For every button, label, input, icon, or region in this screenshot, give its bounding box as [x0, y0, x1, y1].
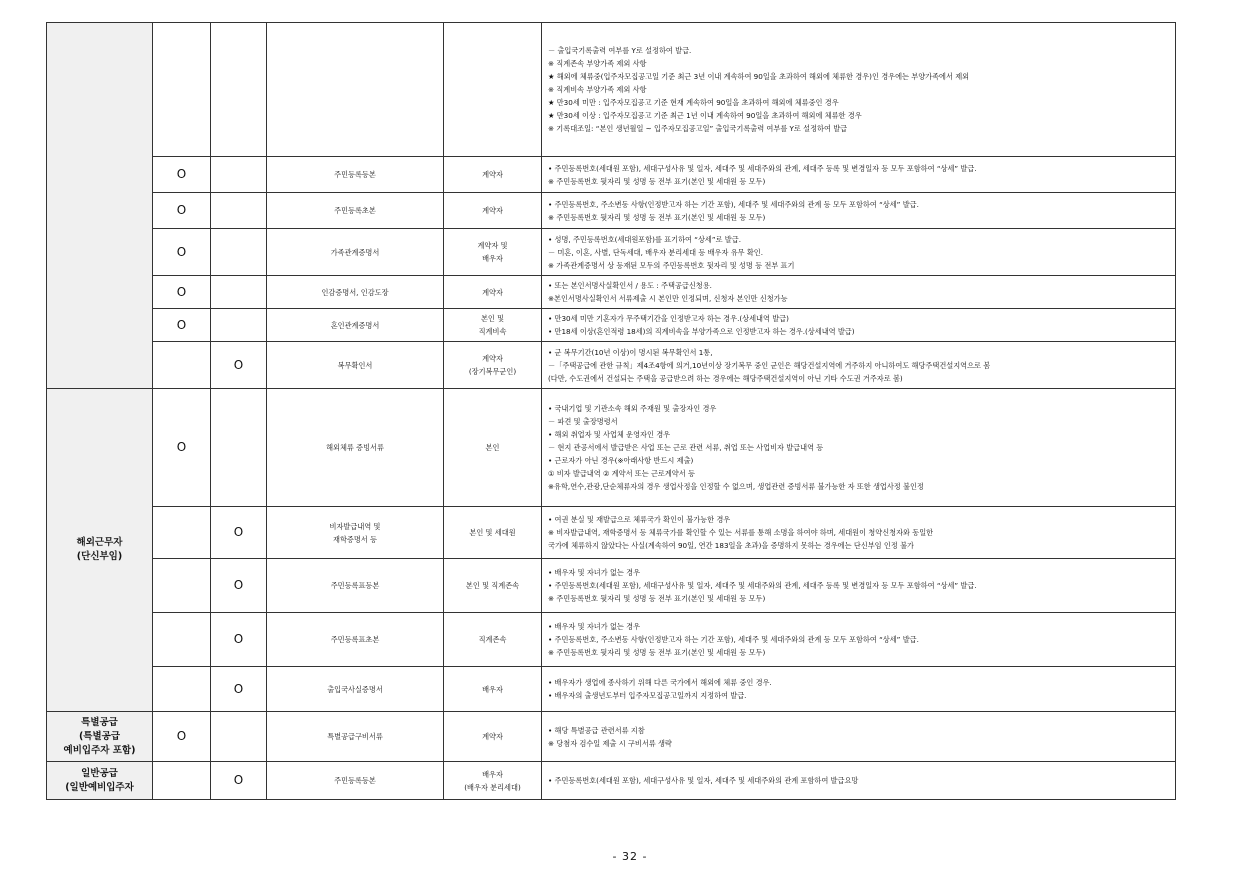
conditional-mark: [211, 193, 267, 229]
document-name: 가족관계증명서: [267, 229, 444, 276]
category-special: 특별공급 (특별공급 예비입주자 포함): [47, 712, 153, 762]
document-name: 주민등록초본: [267, 193, 444, 229]
issuer: 본인: [444, 389, 542, 507]
issuer: 계약자 및 배우자: [444, 229, 542, 276]
note-line: ※ 직계존속 부양가족 제외 사항: [548, 59, 647, 68]
conditional-mark: [211, 276, 267, 309]
conditional-mark: [211, 389, 267, 507]
issuer: 계약자: [444, 712, 542, 762]
required-mark: [153, 23, 211, 157]
note-line: (다만, 수도권에서 건설되는 주택을 공급받으려 하는 경우에는 해당주택건설지역이 아닌 기타 수도권 거주자로 봄): [548, 373, 903, 383]
document-name: [267, 23, 444, 157]
table-row: [47, 613, 1176, 667]
document-name: 특별공급구비서류: [267, 712, 444, 762]
table-row: [47, 342, 1176, 389]
issuer: 배우자 (배우자 분리세대): [444, 762, 542, 800]
table-row: [47, 762, 1176, 800]
note-line: ※ 당첨자 검수일 제출 시 구비서류 생략: [548, 738, 672, 748]
document-name: 주민등록표초본: [267, 613, 444, 667]
note-line: • 군 복무기간(10년 이상)이 명시된 복무확인서 1통,: [548, 347, 713, 357]
issuer: [444, 23, 542, 157]
note-line: • 배우자 및 자녀가 없는 경우: [548, 568, 641, 577]
note-line: － 현지 관공서에서 발급받은 사업 또는 근로 관련 서류, 취업 또는 사업비자 발급내역 등: [548, 443, 824, 452]
document-name: 주민등록등본: [267, 762, 444, 800]
table-row: [47, 507, 1176, 559]
note-line: • 성명, 주민등록번호(세대원포함)를 표기하여 “상세”로 발급.: [548, 234, 741, 244]
table-row: [47, 193, 1176, 229]
notes-cell: [542, 559, 1176, 613]
note-line: • 배우자 및 자녀가 없는 경우: [548, 622, 641, 631]
note-line: ★ 만30세 이상 : 입주자모집공고 기준 최근 1년 이내 계속하여 90일을 초과하여 해외에 체류한 경우: [548, 111, 862, 120]
note-line: ※유학,연수,관광,단순체류자의 경우 생업사정을 인정할 수 없으며, 생업관련 증빙서류 불가능한 자 또한 생업사정 불인정: [548, 482, 924, 491]
category-general: 일반공급 (일반예비입주자: [47, 762, 153, 800]
category-overseas: 해외근무자 (단신부임): [47, 389, 153, 712]
conditional-mark: [211, 309, 267, 342]
note-line: ※ 주민등록번호 뒷자리 및 성명 등 전부 표기(본인 및 세대원 등 모두): [548, 212, 766, 222]
note-line: • 배우자가 생업에 종사하기 위해 다른 국가에서 해외에 체류 중인 경우.: [548, 678, 772, 687]
note-line: ※ 주민등록번호 뒷자리 및 성명 등 전부 표기(본인 및 세대원 등 모두): [548, 648, 766, 657]
notes-cell: [542, 276, 1176, 309]
document-name: 주민등록등본: [267, 157, 444, 193]
note-line: • 여권 분실 및 재발급으로 체류국가 확인이 불가능한 경우: [548, 515, 731, 524]
notes-cell: [542, 667, 1176, 712]
document-name: 혼인관계증명서: [267, 309, 444, 342]
note-line: ※ 주민등록번호 뒷자리 및 성명 등 전부 표기(본인 및 세대원 등 모두): [548, 594, 766, 603]
note-line: • 만18세 이상(혼인적령 18세)의 직계비속을 부양가족으로 인정받고자 하는 경우.(상세내역 발급): [548, 327, 855, 336]
required-mark: [153, 507, 211, 559]
issuer: 계약자: [444, 276, 542, 309]
conditional-mark: [211, 712, 267, 762]
issuer: 본인 및 세대원: [444, 507, 542, 559]
document-name: 인감증명서, 인감도장: [267, 276, 444, 309]
required-mark: O: [153, 157, 211, 193]
table-row: [47, 276, 1176, 309]
note-line: ※ 가족관계증명서 상 등재된 모두의 주민등록번호 뒷자리 및 성명 등 전부 표기: [548, 260, 795, 270]
required-mark: [153, 342, 211, 389]
table-row: [47, 157, 1176, 193]
table-row: [47, 309, 1176, 342]
notes-cell: [542, 193, 1176, 229]
note-line: ※ 주민등록번호 뒷자리 및 성명 등 전부 표기(본인 및 세대원 등 모두): [548, 176, 766, 186]
note-line: －「주택공급에 관한 규칙」제4조4항에 의거,10년이상 장기복무 중인 군인은 해당건설지역에 거주하지 아니하여도 해당주택건설지역으로 봄: [548, 360, 991, 370]
page-number: - 32 -: [612, 850, 648, 863]
notes-cell: [542, 762, 1176, 800]
note-line: • 주민등록번호(세대원 포함), 세대구성사유 및 일자, 세대주 및 세대주와의 관계, 세대주 등록 및 변경일자 등 모두 포함하여 “상세” 발급.: [548, 163, 977, 173]
issuer: 배우자: [444, 667, 542, 712]
required-mark: [153, 667, 211, 712]
conditional-mark: O: [211, 667, 267, 712]
required-mark: [153, 559, 211, 613]
note-line: ※ 비자발급내역, 재학증명서 등 체류국가를 확인할 수 있는 서류를 통해 소명을 하여야 하며, 세대원이 청약신청자와 동일한: [548, 528, 934, 537]
note-line: 국가에 체류하지 않았다는 사실(계속하여 90일, 연간 183일을 초과)을 증명하지 못하는 경우에는 단신부임 인정 불가: [548, 541, 914, 550]
notes-cell: [542, 712, 1176, 762]
note-line: • 해외 취업자 및 사업체 운영자인 경우: [548, 430, 671, 439]
required-mark: O: [153, 309, 211, 342]
table-row: [47, 23, 1176, 157]
document-name: 주민등록표등본: [267, 559, 444, 613]
note-line: ★ 만30세 미만 : 입주자모집공고 기준 현재 계속하여 90일을 초과하여 해외에 체류중인 경우: [548, 98, 839, 107]
table-row: [47, 712, 1176, 762]
note-line: • 국내기업 및 기관소속 해외 주재원 및 출장자인 경우: [548, 404, 717, 413]
required-mark: O: [153, 276, 211, 309]
document-name: 복무확인서: [267, 342, 444, 389]
issuer: 본인 및 직계존속: [444, 559, 542, 613]
issuer: 직계존속: [444, 613, 542, 667]
note-line: － 출입국기록출력 여부를 Y로 설정하여 발급.: [548, 46, 692, 55]
note-line: • 해당 특별공급 관련서류 지참: [548, 725, 645, 735]
conditional-mark: O: [211, 613, 267, 667]
note-line: • 주민등록번호(세대원 포함), 세대구성사유 및 일자, 세대주 및 세대주와의 관계 포함하여 발급요망: [548, 776, 859, 785]
note-line: ※ 기록대조일: “본인 생년월일 ~ 입주자모집공고일” 출입국기록출력 여부를 Y로 설정하여 발급: [548, 124, 848, 133]
note-line: ★ 해외에 체류중(입주자모집공고일 기준 최근 3년 이내 계속하여 90일을 초과하여 해외에 체류한 경우)인 경우에는 부양가족에서 제외: [548, 72, 970, 81]
notes-cell: [542, 507, 1176, 559]
required-mark: O: [153, 389, 211, 507]
document-name: 해외체류 증빙서류: [267, 389, 444, 507]
note-line: ※ 직계비속 부양가족 제외 사항: [548, 85, 647, 94]
note-line: • 주민등록번호(세대원 포함), 세대구성사유 및 일자, 세대주 및 세대주와의 관계, 세대주 등록 및 변경일자 등 모두 포함하여 “상세” 발급.: [548, 581, 977, 590]
table-row: [47, 559, 1176, 613]
note-line: － 파견 및 출장명령서: [548, 417, 618, 426]
note-line: • 주민등록번호, 주소변동 사항(인정받고자 하는 기간 포함), 세대주 및 세대주와의 관계 등 모두 포함하여 “상세” 발급.: [548, 199, 919, 209]
conditional-mark: O: [211, 559, 267, 613]
document-name: 출입국사실증명서: [267, 667, 444, 712]
note-line: ※본인서명사실확인서 서류제출 시 본인만 인정되며, 신청자 본인만 신청가능: [548, 294, 788, 303]
required-mark: [153, 613, 211, 667]
note-line: • 만30세 미만 기혼자가 무주택기간을 인정받고자 하는 경우.(상세내역 발급): [548, 314, 789, 323]
issuer: 계약자: [444, 193, 542, 229]
issuer: 계약자: [444, 157, 542, 193]
issuer: 본인 및 직계비속: [444, 309, 542, 342]
note-line: － 미혼, 이혼, 사별, 단독세대, 배우자 분리세대 등 배우자 유무 확인.: [548, 247, 764, 257]
notes-cell: [542, 23, 1176, 157]
required-mark: O: [153, 193, 211, 229]
conditional-mark: O: [211, 342, 267, 389]
notes-cell: [542, 229, 1176, 276]
conditional-mark: O: [211, 762, 267, 800]
note-line: • 주민등록번호, 주소변동 사항(인정받고자 하는 기간 포함), 세대주 및 세대주와의 관계 등 모두 포함하여 “상세” 발급.: [548, 635, 919, 644]
conditional-mark: [211, 23, 267, 157]
conditional-mark: [211, 229, 267, 276]
notes-cell: [542, 309, 1176, 342]
note-line: • 또는 본인서명사실확인서 / 용도 : 주택공급신청용.: [548, 281, 712, 290]
issuer: 계약자 (장기복무군인): [444, 342, 542, 389]
document-name: 비자발급내역 및 재학증명서 등: [267, 507, 444, 559]
required-mark: O: [153, 712, 211, 762]
category-cell: [47, 23, 153, 389]
notes-cell: [542, 389, 1176, 507]
required-documents-table: [46, 22, 1176, 800]
note-line: • 근로자가 아닌 경우(※아래사항 반드시 제출): [548, 456, 694, 465]
required-mark: [153, 762, 211, 800]
notes-cell: [542, 342, 1176, 389]
required-mark: O: [153, 229, 211, 276]
table-row: [47, 229, 1176, 276]
conditional-mark: [211, 157, 267, 193]
notes-cell: [542, 157, 1176, 193]
note-line: • 배우자의 출생년도부터 입주자모집공고일까지 지정하여 발급.: [548, 691, 747, 700]
notes-cell: [542, 613, 1176, 667]
table-row: [47, 389, 1176, 507]
table-row: [47, 667, 1176, 712]
conditional-mark: O: [211, 507, 267, 559]
document-table-wrapper: [46, 22, 1175, 800]
note-line: ① 비자 발급내역 ② 계약서 또는 근로계약서 등: [548, 469, 695, 478]
